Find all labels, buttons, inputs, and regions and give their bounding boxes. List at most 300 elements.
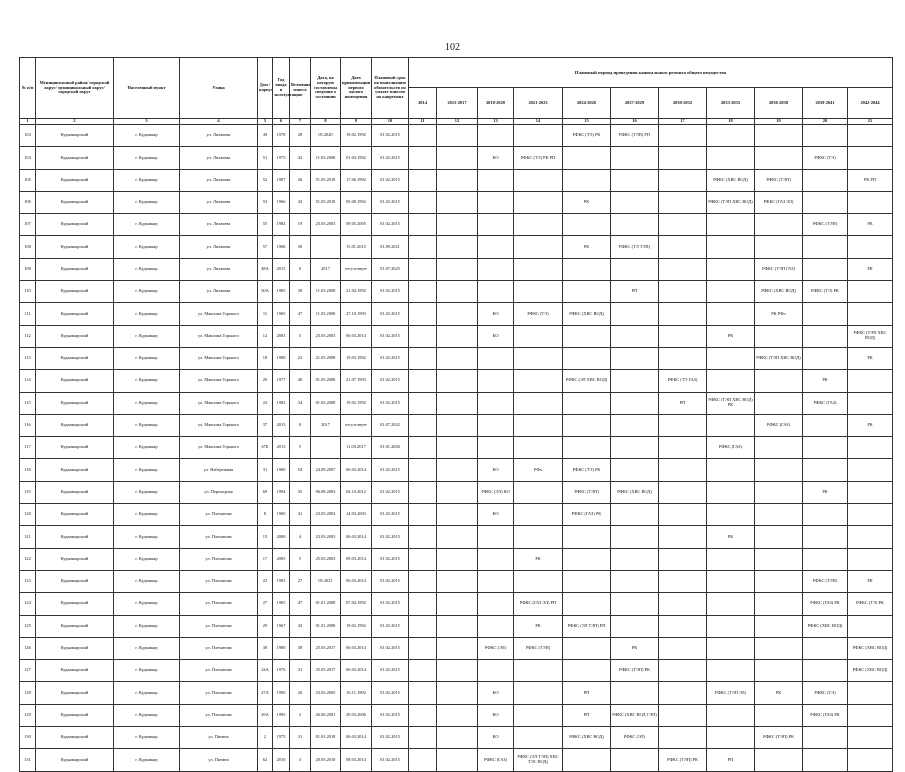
street-cell: ул. Набережная (180, 459, 258, 481)
plan-period-cell (659, 727, 707, 749)
plan-period-cell (707, 370, 755, 392)
plan-period-cell (755, 749, 803, 771)
plan-period-cell (707, 570, 755, 592)
plan-period-cell (848, 236, 893, 258)
date-first-cell: отсутствует (341, 414, 372, 436)
plan-period-cell (611, 347, 659, 369)
plan-period-cell (659, 548, 707, 570)
plan-period-cell (755, 236, 803, 258)
plan-period-cell: РК РП (848, 169, 893, 191)
plan-period-cell: РФКС (ТЭП) РК (659, 749, 707, 771)
municipal-cell: Кудымкарский (36, 347, 114, 369)
plan-period-cell (611, 414, 659, 436)
plan-period-cell: РК (707, 526, 755, 548)
plan-period-cell: РФКС (ГАЗ) (803, 392, 848, 414)
plan-period-cell (611, 570, 659, 592)
settlement-cell: г. Кудымкар (114, 191, 180, 213)
plan-period-cell (707, 303, 755, 325)
plan-period-cell (437, 437, 478, 459)
plan-period-cell (563, 281, 611, 303)
municipal-cell: Кудымкарский (36, 637, 114, 659)
row-number: 117 (20, 437, 36, 459)
municipal-cell: Кудымкарский (36, 459, 114, 481)
table-row (20, 727, 893, 749)
plan-period-cell (755, 437, 803, 459)
street-cell: ул. Максима Горького (180, 414, 258, 436)
plan-period-cell (659, 325, 707, 347)
plan-period-cell (659, 682, 707, 704)
plan-period-cell: РФКС (ГАЗ ЭЛ) РП (514, 593, 563, 615)
plan-period-cell (755, 548, 803, 570)
year-cell: 1995 (273, 704, 290, 726)
plan-period-cell (409, 437, 437, 459)
settlement-cell: г. Кудымкар (114, 682, 180, 704)
wear-cell: 31 (290, 727, 311, 749)
plan-period-cell: РФКС (ТЭ ТЭП) (611, 236, 659, 258)
plan-period-cell (478, 125, 514, 147)
date-first-cell: 19.02.1992 (341, 615, 372, 637)
house-cell: 31 (258, 459, 273, 481)
plan-period-cell (611, 593, 659, 615)
street-cell: ул. Плеханова (180, 504, 258, 526)
plan-period-cell (409, 236, 437, 258)
plan-period-cell (563, 637, 611, 659)
plan-deadline-cell: 01.02.2015 (372, 570, 409, 592)
row-number: 103 (20, 125, 36, 147)
plan-period-cell (563, 660, 611, 682)
plan-period-cell (409, 704, 437, 726)
settlement-cell: г. Кудымкар (114, 392, 180, 414)
date-first-cell: 04.10.2012 (341, 481, 372, 503)
plan-period-cell (611, 615, 659, 637)
plan-period-cell: РК (611, 637, 659, 659)
house-cell: 55 (258, 214, 273, 236)
plan-period-cell (478, 548, 514, 570)
table-row (20, 236, 893, 258)
municipal-cell: Кудымкарский (36, 325, 114, 347)
settlement-cell: г. Кудымкар (114, 570, 180, 592)
plan-period-cell: РФКС (ТЭП) (755, 169, 803, 191)
street-cell: ул. Максима Горького (180, 437, 258, 459)
plan-period-cell (803, 548, 848, 570)
year-cell: 1968 (273, 236, 290, 258)
plan-period-cell (563, 169, 611, 191)
house-cell: 62 (258, 749, 273, 771)
plan-period-cell: РФКС (ЭЛ ТЭП) РП (563, 615, 611, 637)
plan-deadline-cell: 01.02.2015 (372, 660, 409, 682)
plan-period-cell (437, 347, 478, 369)
wear-cell: 0 (290, 258, 311, 280)
plan-period-cell (707, 281, 755, 303)
date-state-cell: 20.05.2010 (311, 749, 341, 771)
row-number: 120 (20, 504, 36, 526)
plan-period-cell: РФКС (ТЭП) РК (755, 727, 803, 749)
header-year: Год ввода в эксплуатацию (273, 58, 290, 119)
municipal-cell: Кудымкарский (36, 682, 114, 704)
plan-period-cell (803, 258, 848, 280)
date-state-cell: 01.01.2018 (311, 727, 341, 749)
settlement-cell: г. Кудымкар (114, 660, 180, 682)
column-number: 17 (659, 119, 707, 125)
date-state-cell: 11.03.2008 (311, 281, 341, 303)
plan-period-cell: РК РФо (755, 303, 803, 325)
plan-deadline-cell: 01.02.2015 (372, 526, 409, 548)
plan-period-cell (803, 414, 848, 436)
plan-period-cell (514, 214, 563, 236)
table-row (20, 481, 893, 503)
table-row (20, 303, 893, 325)
plan-period-cell (707, 347, 755, 369)
wear-cell: 31 (290, 660, 311, 682)
settlement-cell: г. Кудымкар (114, 481, 180, 503)
settlement-cell: г. Кудымкар (114, 749, 180, 771)
plan-period-cell (755, 615, 803, 637)
date-state-cell: 06.08.2003 (311, 481, 341, 503)
date-state-cell: 23.03.2003 (311, 325, 341, 347)
plan-period-cell: РФКС (ГАЗ) (755, 414, 803, 436)
wear-cell: 5 (290, 548, 311, 570)
house-cell: 2 (258, 727, 273, 749)
period-header: 2015-2017 (437, 88, 478, 119)
plan-period-cell: РК (803, 370, 848, 392)
plan-deadline-cell: 01.02.2015 (372, 727, 409, 749)
table-row (20, 637, 893, 659)
plan-period-cell (611, 437, 659, 459)
plan-period-cell (803, 437, 848, 459)
municipal-cell: Кудымкарский (36, 125, 114, 147)
date-state-cell: 23.03.2003 (311, 504, 341, 526)
plan-period-cell (437, 570, 478, 592)
table-row (20, 593, 893, 615)
settlement-cell: г. Кудымкар (114, 615, 180, 637)
street-cell: ул. Лихачева (180, 125, 258, 147)
plan-period-cell: РК (848, 414, 893, 436)
plan-deadline-cell: 01.02.2015 (372, 504, 409, 526)
plan-period-cell (514, 236, 563, 258)
plan-period-cell (707, 704, 755, 726)
plan-period-cell (803, 660, 848, 682)
plan-period-cell (659, 637, 707, 659)
house-cell: 50А (258, 281, 273, 303)
year-cell: 1990 (273, 682, 290, 704)
settlement-cell: г. Кудымкар (114, 169, 180, 191)
house-cell: 22 (258, 392, 273, 414)
plan-period-cell: РФКС (ТЭ) РК (563, 459, 611, 481)
settlement-cell: г. Кудымкар (114, 325, 180, 347)
plan-period-cell (707, 727, 755, 749)
street-cell: ул. Лихачева (180, 281, 258, 303)
row-number: 129 (20, 704, 36, 726)
plan-period-cell (848, 191, 893, 213)
plan-deadline-cell: 01.02.2015 (372, 615, 409, 637)
house-cell: 27 (258, 593, 273, 615)
plan-period-cell: РК (848, 347, 893, 369)
date-first-cell: 11.03.2017 (341, 437, 372, 459)
plan-period-cell: КО (478, 147, 514, 169)
column-number: 7 (290, 119, 311, 125)
street-cell: ул. Плеханова (180, 526, 258, 548)
municipal-cell: Кудымкарский (36, 593, 114, 615)
date-state-cell: 11.03.2008 (311, 147, 341, 169)
plan-period-cell: РФКС (ТЭП) (563, 481, 611, 503)
plan-period-cell: РФКС (ТЭ) РК (563, 125, 611, 147)
plan-period-cell (611, 504, 659, 526)
row-number: 119 (20, 481, 36, 503)
capital-repair-table (19, 57, 893, 772)
plan-period-cell: РФКС (ХВС ВОД) (707, 169, 755, 191)
plan-period-cell (848, 526, 893, 548)
date-first-cell: 06.03.2014 (341, 637, 372, 659)
street-cell: ул. Плеханова (180, 637, 258, 659)
plan-period-cell (611, 325, 659, 347)
period-header: 2024-2026 (563, 88, 611, 119)
plan-period-cell (659, 347, 707, 369)
plan-period-cell (659, 526, 707, 548)
plan-period-cell: РФКС (ТЭ) (803, 682, 848, 704)
street-cell: ул. Пятина (180, 727, 258, 749)
plan-period-cell (707, 414, 755, 436)
plan-period-cell (848, 704, 893, 726)
plan-period-cell (409, 459, 437, 481)
plan-period-cell (409, 191, 437, 213)
date-first-cell: 19.02.1992 (341, 125, 372, 147)
house-cell: 27А (258, 682, 273, 704)
plan-period-cell (659, 125, 707, 147)
year-cell: 1966 (273, 191, 290, 213)
table-row (20, 704, 893, 726)
plan-period-cell (659, 258, 707, 280)
house-cell: 8 (258, 504, 273, 526)
column-number: 21 (848, 119, 893, 125)
plan-period-cell (437, 481, 478, 503)
date-first-cell: 07.04.1992 (341, 593, 372, 615)
plan-period-cell (659, 303, 707, 325)
plan-period-cell: РП (563, 682, 611, 704)
plan-period-cell (478, 258, 514, 280)
plan-period-cell (707, 258, 755, 280)
row-number: 113 (20, 347, 36, 369)
date-first-cell: 19.02.1992 (341, 392, 372, 414)
year-cell: 2010 (273, 749, 290, 771)
wear-cell: 43 (290, 615, 311, 637)
plan-period-cell (437, 392, 478, 414)
plan-period-cell (437, 370, 478, 392)
plan-period-cell (409, 281, 437, 303)
table-row (20, 281, 893, 303)
plan-period-cell (514, 504, 563, 526)
plan-period-cell: РФКС (ГАЗ) РК (563, 504, 611, 526)
plan-period-cell (707, 214, 755, 236)
plan-period-cell (514, 325, 563, 347)
year-cell: 1982 (273, 392, 290, 414)
house-cell: 67Б (258, 437, 273, 459)
plan-period-cell (707, 593, 755, 615)
settlement-cell: г. Кудымкар (114, 637, 180, 659)
municipal-cell: Кудымкарский (36, 147, 114, 169)
plan-period-cell (848, 459, 893, 481)
plan-deadline-cell: 01.02.2015 (372, 704, 409, 726)
house-cell: 12 (258, 325, 273, 347)
plan-period-cell (409, 593, 437, 615)
row-number: 123 (20, 570, 36, 592)
plan-period-cell (755, 392, 803, 414)
wear-cell: 4 (290, 526, 311, 548)
plan-period-cell (563, 593, 611, 615)
settlement-cell: г. Кудымкар (114, 437, 180, 459)
plan-period-cell (478, 570, 514, 592)
table-row (20, 414, 893, 436)
wear-cell: 41 (290, 504, 311, 526)
house-cell: 51 (258, 147, 273, 169)
plan-deadline-cell: 01.02.2015 (372, 125, 409, 147)
street-cell: ул. Лихачева (180, 214, 258, 236)
municipal-cell: Кудымкарский (36, 481, 114, 503)
plan-period-cell (478, 347, 514, 369)
year-cell: 1983 (273, 570, 290, 592)
settlement-cell: г. Кудымкар (114, 258, 180, 280)
table-row (20, 437, 893, 459)
house-cell: 29А (258, 704, 273, 726)
plan-period-cell (563, 347, 611, 369)
plan-period-cell (514, 191, 563, 213)
plan-period-cell (437, 125, 478, 147)
plan-period-cell: КО (478, 704, 514, 726)
plan-period-cell: КО (478, 504, 514, 526)
plan-period-cell (409, 214, 437, 236)
plan-period-cell: РФКС (ТЭП ХВС ВОД) РК (707, 392, 755, 414)
plan-deadline-cell: 01.02.2015 (372, 548, 409, 570)
date-first-cell: 09.05.2005 (341, 214, 372, 236)
header-wear: Величина износа (290, 58, 311, 119)
plan-period-cell (707, 637, 755, 659)
row-number: 124 (20, 593, 36, 615)
row-number: 105 (20, 169, 36, 191)
table-row (20, 682, 893, 704)
plan-period-cell (611, 526, 659, 548)
year-cell: 1977 (273, 370, 290, 392)
plan-period-cell (707, 236, 755, 258)
plan-deadline-cell: 01.02.2015 (372, 214, 409, 236)
plan-period-cell (611, 682, 659, 704)
column-number: 2 (36, 119, 114, 125)
plan-period-cell (659, 570, 707, 592)
plan-period-cell: РФКС (ТЭП ГАЗ) (755, 258, 803, 280)
header-plan-title: Плановый период проведения капитального ремонта общего имущества (409, 58, 893, 88)
plan-period-cell: РК (514, 615, 563, 637)
street-cell: ул. Плеханова (180, 660, 258, 682)
plan-period-cell: РФКС (ГАЗ) РК (803, 704, 848, 726)
plan-period-cell (848, 548, 893, 570)
plan-period-cell (659, 459, 707, 481)
date-first-cell: 14.03.2003 (341, 504, 372, 526)
year-cell: 2015 (273, 258, 290, 280)
date-state-cell: 21.03.2008 (311, 347, 341, 369)
row-number: 104 (20, 147, 36, 169)
plan-period-cell (478, 593, 514, 615)
plan-period-cell (563, 414, 611, 436)
plan-period-cell (437, 281, 478, 303)
wear-cell: 34 (290, 392, 311, 414)
plan-period-cell (409, 303, 437, 325)
date-first-cell: 16.11.1992 (341, 682, 372, 704)
row-number: 108 (20, 236, 36, 258)
street-cell: ул. Лихачева (180, 147, 258, 169)
year-cell: 1976 (273, 660, 290, 682)
plan-period-cell: РП (611, 281, 659, 303)
column-number: 4 (180, 119, 258, 125)
plan-period-cell (437, 414, 478, 436)
plan-period-cell (409, 682, 437, 704)
year-cell: 1965 (273, 303, 290, 325)
column-number: 3 (114, 119, 180, 125)
plan-period-cell: РФКС (ТЭ) РК РП (514, 147, 563, 169)
plan-period-cell (755, 526, 803, 548)
plan-period-cell (409, 125, 437, 147)
date-state-cell: 01.01.2008 (311, 593, 341, 615)
plan-period-cell: РП (707, 749, 755, 771)
plan-period-cell (409, 727, 437, 749)
plan-period-cell: РФКС (ГАЗ) (478, 749, 514, 771)
municipal-cell: Кудымкарский (36, 727, 114, 749)
plan-period-cell: РФКС (ХВС ВОД) (611, 481, 659, 503)
plan-period-cell (803, 303, 848, 325)
plan-period-cell: РФКС (ЭЛ) (478, 637, 514, 659)
municipal-cell: Кудымкарский (36, 570, 114, 592)
plan-period-cell: РФКС (ТЭ) РК (803, 281, 848, 303)
plan-period-cell: РФКС (ТЭП) РК (611, 660, 659, 682)
plan-period-cell (563, 392, 611, 414)
plan-period-cell: РК (803, 481, 848, 503)
column-number: 19 (755, 119, 803, 125)
year-cell: 2013 (273, 437, 290, 459)
plan-period-cell (437, 258, 478, 280)
date-first-cell: 06.03.2014 (341, 526, 372, 548)
plan-period-cell (707, 660, 755, 682)
wear-cell: 28 (290, 125, 311, 147)
plan-period-cell (803, 749, 848, 771)
plan-period-cell: РК (707, 325, 755, 347)
table-row (20, 392, 893, 414)
wear-cell: 5 (290, 325, 311, 347)
table-row (20, 147, 893, 169)
plan-period-cell (409, 615, 437, 637)
year-cell: 1960 (273, 504, 290, 526)
row-number: 110 (20, 281, 36, 303)
plan-period-cell (659, 147, 707, 169)
plan-period-cell (659, 191, 707, 213)
plan-period-cell: РФКС (ХВС ВОД) (848, 637, 893, 659)
plan-period-cell (848, 504, 893, 526)
plan-period-cell (755, 660, 803, 682)
plan-period-cell (755, 214, 803, 236)
wear-cell: 54 (290, 459, 311, 481)
plan-period-cell (611, 214, 659, 236)
plan-period-cell (563, 258, 611, 280)
wear-cell: 3 (290, 749, 311, 771)
year-cell: 2005 (273, 548, 290, 570)
date-state-cell: 05.2021 (311, 570, 341, 592)
plan-period-cell (478, 281, 514, 303)
header-street: Улица (180, 58, 258, 119)
plan-period-cell (409, 548, 437, 570)
plan-period-cell (563, 437, 611, 459)
municipal-cell: Кудымкарский (36, 392, 114, 414)
plan-period-cell (409, 258, 437, 280)
plan-period-cell (437, 593, 478, 615)
year-cell: 1987 (273, 169, 290, 191)
table-row (20, 570, 893, 592)
date-state-cell: 24.09.2007 (311, 459, 341, 481)
